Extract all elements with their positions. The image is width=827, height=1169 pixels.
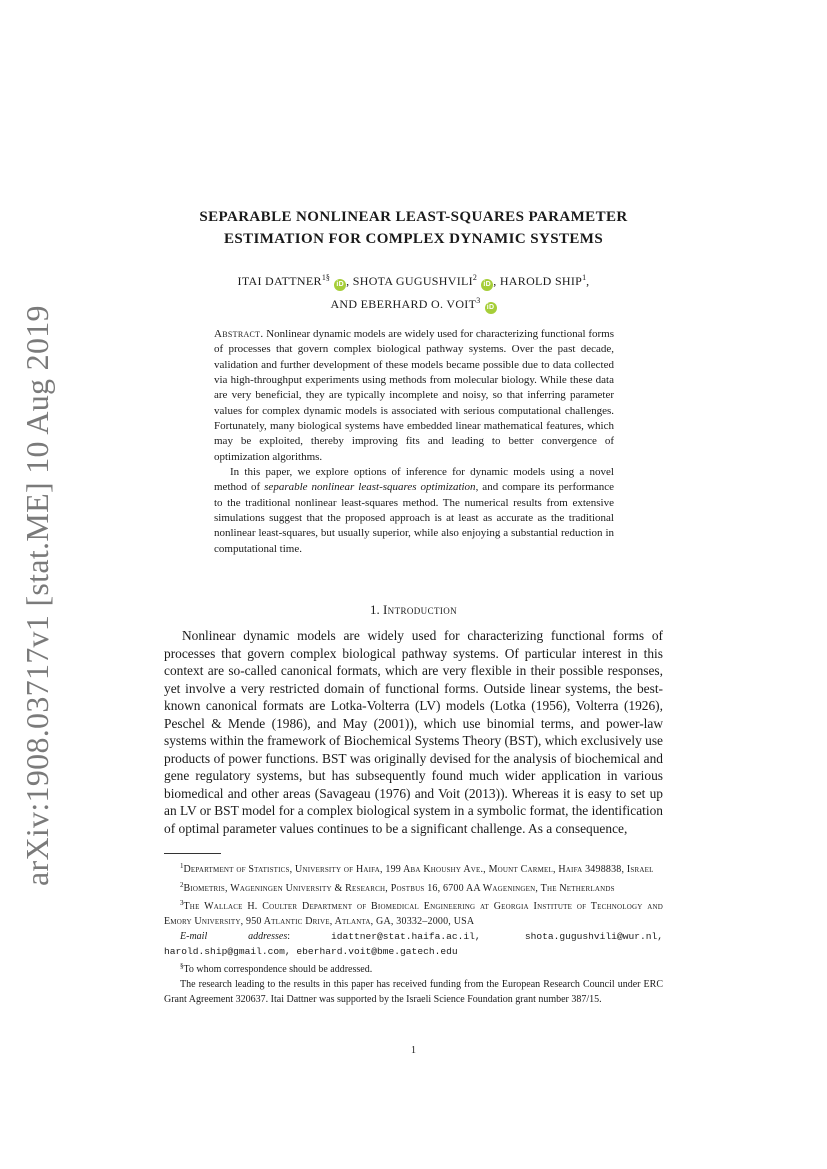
paper-title xyxy=(140,206,687,250)
section-number: 1. xyxy=(369,602,380,617)
abstract-text-2b: , and compare its performance to the traditional nonlinear least-squares method. The numerical results from extensive simulations suggest that the proposed approach is at least as accurate as the traditional nonlinear least-squares, but usually superior, while also enjoying a substantial reduction in computational time. xyxy=(214,481,615,555)
abstract-emphasis: separable nonlinear least-squares optimization xyxy=(264,481,476,494)
affiliation-text: Biometris, Wageningen University & Research, Postbus 16, 6700 AA Wageningen, The Netherlands xyxy=(183,882,615,894)
author-separator: , xyxy=(586,274,590,288)
footnote-mark: § xyxy=(180,962,184,971)
abstract-label: Abstract. xyxy=(214,328,264,340)
footnote-affiliation-2 xyxy=(164,878,663,897)
footnote-correspondence xyxy=(164,959,663,978)
abstract-paragraph-2 xyxy=(214,465,614,557)
affiliation-marks: 1 xyxy=(582,273,587,282)
footnotes xyxy=(164,859,663,1007)
author-name: EBERHARD O. VOIT xyxy=(360,297,477,311)
author-separator: , xyxy=(346,274,353,288)
section-heading xyxy=(164,601,663,619)
author-name: HAROLD SHIP xyxy=(499,274,583,288)
footnote-mark: 1 xyxy=(180,862,184,870)
orcid-icon[interactable]: iD xyxy=(334,279,346,291)
footnote-mark: 3 xyxy=(180,899,184,908)
author-conjunction: AND xyxy=(330,297,361,311)
footnote-affiliation-1 xyxy=(164,859,663,878)
footnote-funding: The research leading to the results in this paper has received funding from the European Research Council under ERC Grant Agreement 320637. Itai Dattner was supported by the Israeli Science Foundation grant number 387/15. xyxy=(164,978,663,1005)
affiliation-text: Department of Statistics, University of Haifa, 199 Aba Khoushy Ave., Mount Carmel, Haifa 3498838, Israel xyxy=(183,864,654,875)
email-addresses[interactable]: idattner@stat.haifa.ac.il, shota.gugushvili@wur.nl, harold.ship@gmail.com, eberhard.voit@bme.gatech.edu xyxy=(164,930,664,957)
page-number: 1 xyxy=(411,1045,416,1056)
section-title: Introduction xyxy=(382,602,458,617)
footnote-rule xyxy=(164,853,221,854)
author-separator: , xyxy=(493,274,500,288)
title-line-1: SEPARABLE NONLINEAR LEAST-SQUARES PARAMETER xyxy=(199,209,628,225)
email-label: E-mail addresses xyxy=(180,930,288,942)
author-line-2 xyxy=(160,291,667,314)
abstract xyxy=(214,327,614,557)
body-text xyxy=(164,627,663,838)
abstract-paragraph-1 xyxy=(214,327,614,465)
footnote-affiliation-3 xyxy=(164,896,663,929)
footnote-emails: E-mail addresses: idattner@stat.haifa.ac.il, shota.gugushvili@wur.nl, harold.ship@gmail.com, eberhard.voit@bme.gatech.edu xyxy=(164,930,664,957)
author-name: SHOTA GUGUSHVILI xyxy=(352,274,473,288)
orcid-icon[interactable]: iD xyxy=(485,302,497,314)
correspondence-text: To whom correspondence should be addressed. xyxy=(183,964,373,976)
title-line-2: ESTIMATION FOR COMPLEX DYNAMIC SYSTEMS xyxy=(223,231,604,247)
affiliation-marks: 3 xyxy=(476,296,481,305)
affiliation-marks: 2 xyxy=(472,273,477,282)
abstract-text-2a: In this paper, we explore options of inference for dynamic models using a novel method of xyxy=(214,466,614,494)
footnote-mark: 2 xyxy=(180,880,184,889)
arxiv-identifier-stamp: arXiv:1908.03717v1 [stat.ME] 10 Aug 2019 xyxy=(19,305,55,886)
abstract-text-1: Nonlinear dynamic models are widely used for characterizing functional forms of processes that govern complex biological pathway systems. Over the past decade, validation and further development of these models became possible due to data collected via high-throughput experiments using methods from molecular biology. While these data are very beneficial, they are typically incomplete and noisy, so that inferring parameter values for complex dynamic models is associated with serious computational challenges. Fortunately, many biological systems have embedded linear mathematical features, which may be exploited, thereby improving fits and leading to better convergence of optimization algorithms. xyxy=(214,328,615,463)
affiliation-marks: 1§ xyxy=(321,273,330,282)
orcid-icon[interactable]: iD xyxy=(481,279,493,291)
author-list xyxy=(160,268,667,314)
body-paragraph: Nonlinear dynamic models are widely used for characterizing functional forms of processes that govern complex biological pathway systems. Of particular interest in this context are so-called canonical formats, which are very flexible in their possible responses, yet involve a very restricted domain of functional forms. Outside linear systems, the best-known canonical formats are Lotka-Volterra (LV) models (Lotka (1956), Volterra (1926), Peschel & Mende (1986), and May (2001)), which use binomial terms, and power-law systems within the framework of Biochemical Systems Theory (BST), which exclusively use products of power functions. BST was originally devised for the analysis of biochemical and gene regulatory systems, but has subsequently found much wider application in various biomedical and other areas (Savageau (1976) and Voit (2013)). Whereas it is easy to set up an LV or BST model for a complex biological system in a symbolic format, the identification of optimal parameter values continues to be a significant challenge. As a consequence, xyxy=(164,628,663,837)
author-line-1 xyxy=(160,268,667,291)
affiliation-text: The Wallace H. Coulter Department of Biomedical Engineering at Georgia Institute of Technology and Emory University, 950 Atlantic Drive, Atlanta, GA, 30332–2000, USA xyxy=(164,901,663,928)
author-name: ITAI DATTNER xyxy=(237,274,322,288)
